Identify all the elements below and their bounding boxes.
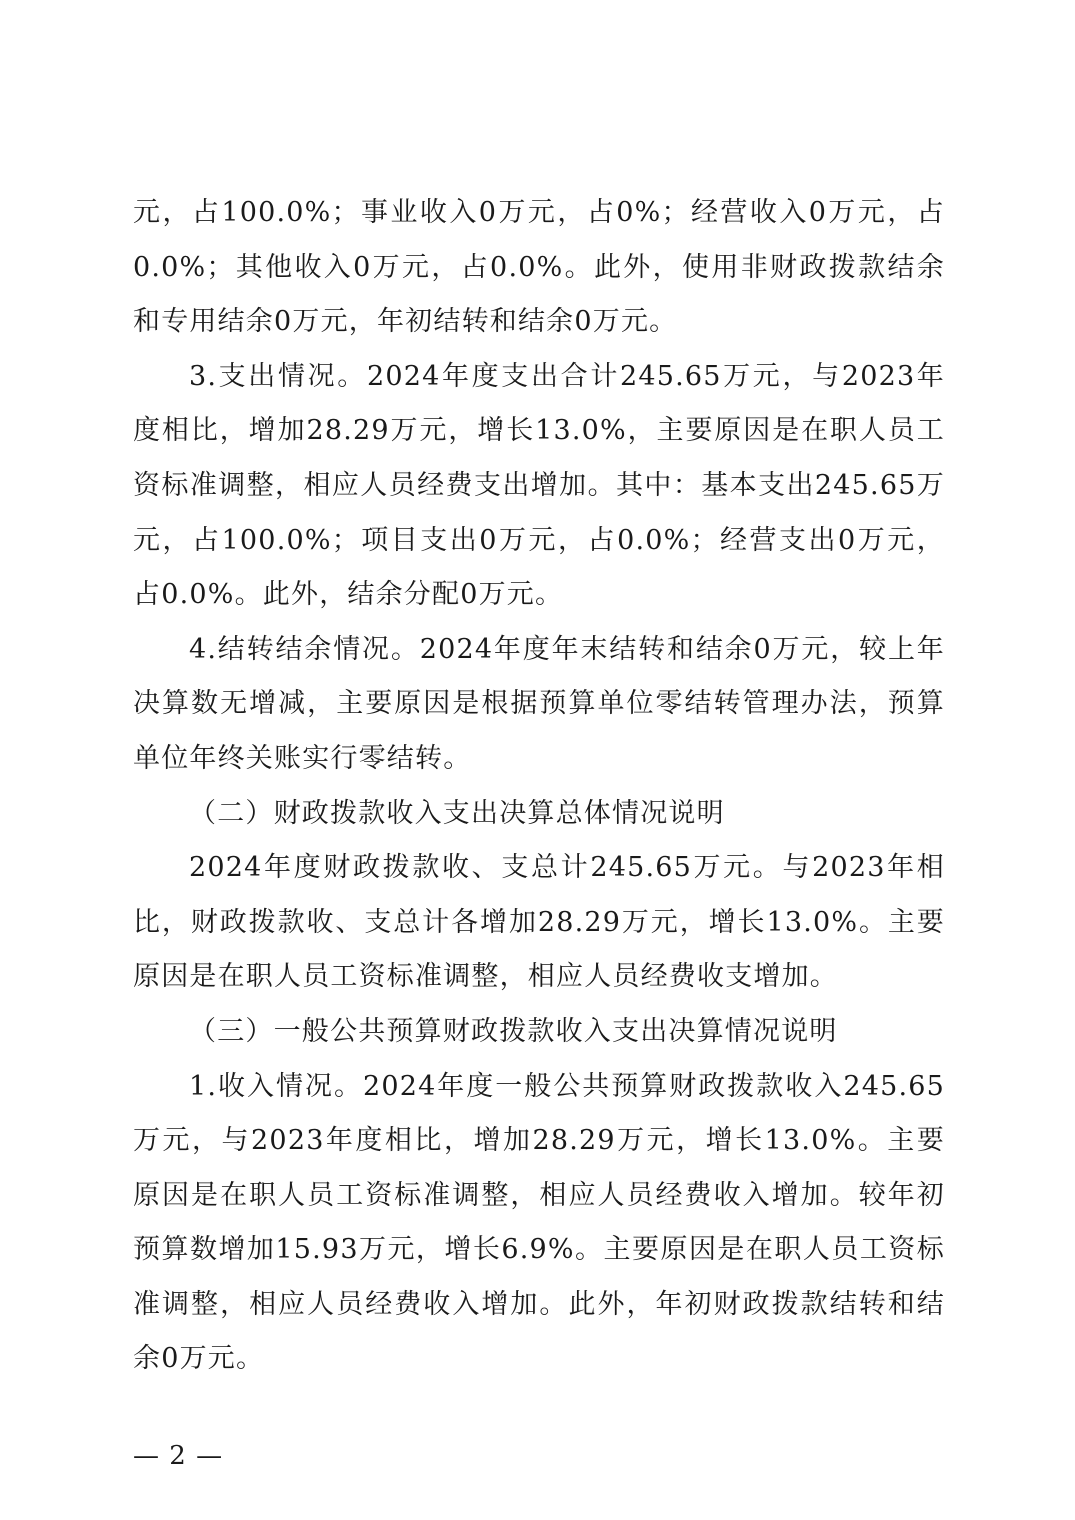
paragraph-carryover: 4.结转结余情况。2024年度年末结转和结余0万元，较上年决算数无增减，主要原因是根据预算单位零结转管理办法，预算单位年终关账实行零结转。 — [133, 633, 945, 774]
page-number: — 2 — — [133, 1441, 224, 1471]
paragraph-expenditure: 3.支出情况。2024年度支出合计245.65万元，与2023年度相比，增加28.29万元，增长13.0%，主要原因是在职人员工资标准调整，相应人员经费支出增加。其中：基本支出245.65万元，占100.0%；项目支出0万元，占0.0%；经营支出0万元，占0.0%。此外，结余分配0万元。 — [133, 360, 945, 611]
section-heading-fiscal-overview: （二）财政拨款收入支出决算总体情况说明 — [189, 797, 725, 829]
paragraph-general-budget-income: 1.收入情况。2024年度一般公共预算财政拨款收入245.65万元，与2023年度相比，增加28.29万元，增长13.0%。主要原因是在职人员工资标准调整，相应人员经费收入增加。较年初预算数增加15.93万元，增长6.9%。主要原因是在职人员工资标准调整，相应人员经费收入增加。此外，年初财政拨款结转和结余0万元。 — [133, 1070, 945, 1375]
paragraph-income-continuation: 元，占100.0%；事业收入0万元，占0%；经营收入0万元，占0.0%；其他收入0万元，占0.0%。此外，使用非财政拨款结余和专用结余0万元，年初结转和结余0万元。 — [133, 197, 945, 338]
document-body — [133, 186, 945, 1387]
section-heading-general-budget: （三）一般公共预算财政拨款收入支出决算情况说明 — [189, 1015, 838, 1047]
paragraph-fiscal-overview: 2024年度财政拨款收、支总计245.65万元。与2023年相比，财政拨款收、支总计各增加28.29万元，增长13.0%。主要原因是在职人员工资标准调整，相应人员经费收支增加。 — [133, 852, 945, 993]
